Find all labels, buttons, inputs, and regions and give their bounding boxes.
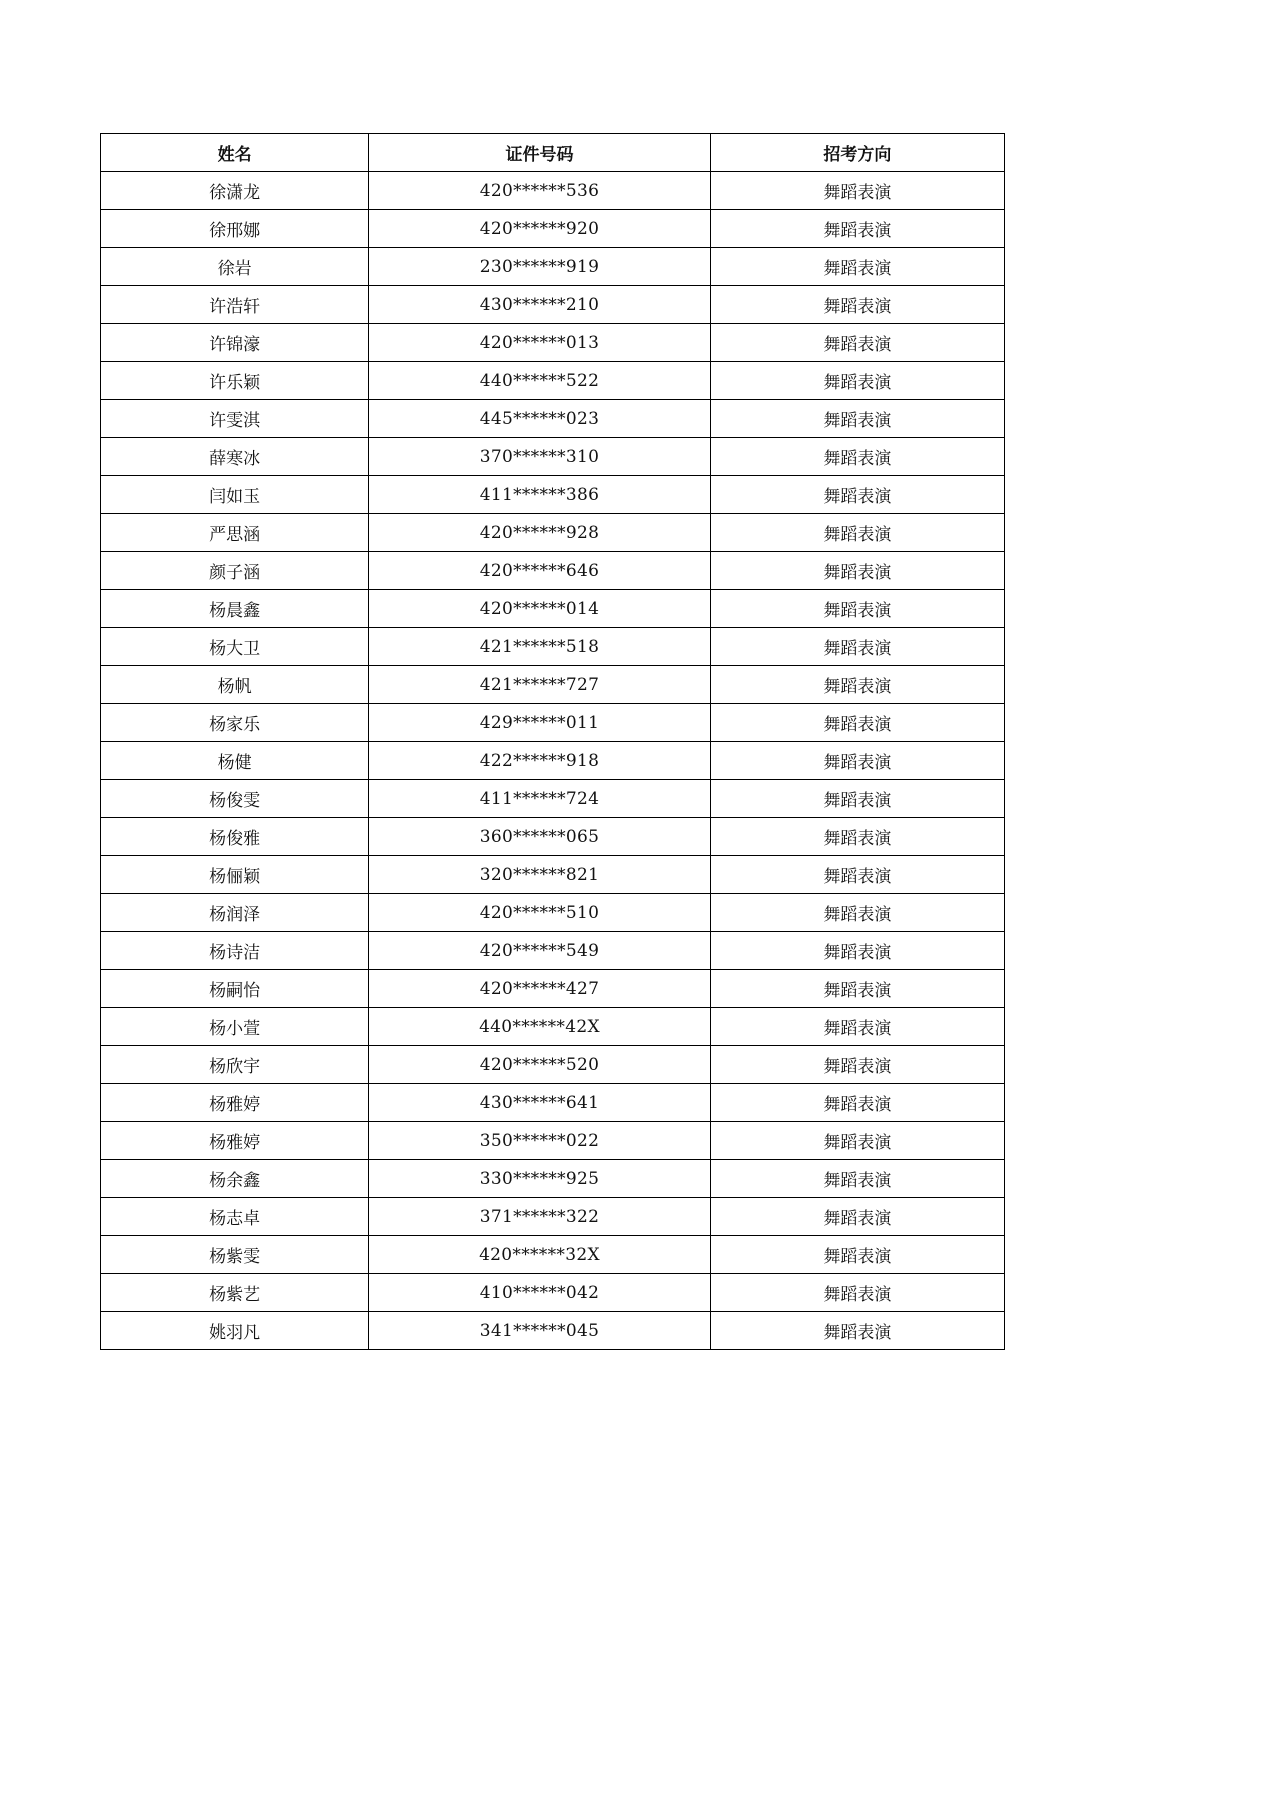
id-number-cell: 429******011 [369, 704, 710, 742]
id-number-cell: 371******322 [369, 1198, 710, 1236]
name-cell: 杨余鑫 [101, 1160, 369, 1198]
direction-cell: 舞蹈表演 [710, 780, 1004, 818]
id-number-cell: 330******925 [369, 1160, 710, 1198]
direction-cell: 舞蹈表演 [710, 856, 1004, 894]
table-row [101, 742, 1005, 780]
table-row [101, 704, 1005, 742]
name-cell: 杨晨鑫 [101, 590, 369, 628]
id-number-cell: 420******536 [369, 172, 710, 210]
id-number-cell: 422******918 [369, 742, 710, 780]
candidate-table [100, 133, 1005, 1350]
direction-cell: 舞蹈表演 [710, 1046, 1004, 1084]
table-row [101, 1008, 1005, 1046]
id-number-cell: 440******42X [369, 1008, 710, 1046]
table-row [101, 1312, 1005, 1350]
direction-cell: 舞蹈表演 [710, 286, 1004, 324]
header-name: 姓名 [101, 134, 369, 172]
direction-cell: 舞蹈表演 [710, 438, 1004, 476]
direction-cell: 舞蹈表演 [710, 1236, 1004, 1274]
name-cell: 姚羽凡 [101, 1312, 369, 1350]
name-cell: 杨志卓 [101, 1198, 369, 1236]
name-cell: 杨雅婷 [101, 1122, 369, 1160]
id-number-cell: 420******427 [369, 970, 710, 1008]
table-row [101, 1160, 1005, 1198]
id-number-cell: 420******928 [369, 514, 710, 552]
table-row [101, 1084, 1005, 1122]
name-cell: 杨健 [101, 742, 369, 780]
name-cell: 徐邢娜 [101, 210, 369, 248]
table-row [101, 894, 1005, 932]
direction-cell: 舞蹈表演 [710, 818, 1004, 856]
name-cell: 许锦濠 [101, 324, 369, 362]
table-row [101, 666, 1005, 704]
name-cell: 杨俊雯 [101, 780, 369, 818]
id-number-cell: 420******646 [369, 552, 710, 590]
id-number-cell: 230******919 [369, 248, 710, 286]
name-cell: 徐岩 [101, 248, 369, 286]
name-cell: 颜子涵 [101, 552, 369, 590]
table-row [101, 1236, 1005, 1274]
table-row [101, 438, 1005, 476]
direction-cell: 舞蹈表演 [710, 590, 1004, 628]
table-row [101, 514, 1005, 552]
id-number-cell: 421******518 [369, 628, 710, 666]
direction-cell: 舞蹈表演 [710, 1122, 1004, 1160]
header-direction: 招考方向 [710, 134, 1004, 172]
id-number-cell: 411******386 [369, 476, 710, 514]
direction-cell: 舞蹈表演 [710, 666, 1004, 704]
name-cell: 杨大卫 [101, 628, 369, 666]
id-number-cell: 421******727 [369, 666, 710, 704]
id-number-cell: 411******724 [369, 780, 710, 818]
table-row [101, 856, 1005, 894]
name-cell: 杨雅婷 [101, 1084, 369, 1122]
id-number-cell: 440******522 [369, 362, 710, 400]
table-row [101, 970, 1005, 1008]
table-row [101, 590, 1005, 628]
direction-cell: 舞蹈表演 [710, 1084, 1004, 1122]
name-cell: 杨紫雯 [101, 1236, 369, 1274]
id-number-cell: 320******821 [369, 856, 710, 894]
direction-cell: 舞蹈表演 [710, 324, 1004, 362]
id-number-cell: 420******920 [369, 210, 710, 248]
name-cell: 杨诗洁 [101, 932, 369, 970]
table-row [101, 362, 1005, 400]
id-number-cell: 420******32X [369, 1236, 710, 1274]
direction-cell: 舞蹈表演 [710, 894, 1004, 932]
id-number-cell: 445******023 [369, 400, 710, 438]
name-cell: 杨俪颖 [101, 856, 369, 894]
id-number-cell: 350******022 [369, 1122, 710, 1160]
direction-cell: 舞蹈表演 [710, 362, 1004, 400]
name-cell: 杨小萱 [101, 1008, 369, 1046]
direction-cell: 舞蹈表演 [710, 1160, 1004, 1198]
id-number-cell: 420******520 [369, 1046, 710, 1084]
name-cell: 闫如玉 [101, 476, 369, 514]
id-number-cell: 430******210 [369, 286, 710, 324]
name-cell: 杨家乐 [101, 704, 369, 742]
name-cell: 薛寒冰 [101, 438, 369, 476]
id-number-cell: 341******045 [369, 1312, 710, 1350]
direction-cell: 舞蹈表演 [710, 704, 1004, 742]
name-cell: 杨嗣怡 [101, 970, 369, 1008]
id-number-cell: 420******014 [369, 590, 710, 628]
table-row [101, 324, 1005, 362]
direction-cell: 舞蹈表演 [710, 514, 1004, 552]
table-row [101, 1198, 1005, 1236]
table-row [101, 286, 1005, 324]
direction-cell: 舞蹈表演 [710, 172, 1004, 210]
direction-cell: 舞蹈表演 [710, 932, 1004, 970]
table-row [101, 1122, 1005, 1160]
table-row [101, 210, 1005, 248]
name-cell: 徐潇龙 [101, 172, 369, 210]
name-cell: 杨欣宇 [101, 1046, 369, 1084]
id-number-cell: 370******310 [369, 438, 710, 476]
direction-cell: 舞蹈表演 [710, 1312, 1004, 1350]
direction-cell: 舞蹈表演 [710, 970, 1004, 1008]
name-cell: 严思涵 [101, 514, 369, 552]
direction-cell: 舞蹈表演 [710, 742, 1004, 780]
table-row [101, 628, 1005, 666]
direction-cell: 舞蹈表演 [710, 1274, 1004, 1312]
direction-cell: 舞蹈表演 [710, 628, 1004, 666]
name-cell: 许雯淇 [101, 400, 369, 438]
table-row [101, 552, 1005, 590]
direction-cell: 舞蹈表演 [710, 476, 1004, 514]
id-number-cell: 420******549 [369, 932, 710, 970]
id-number-cell: 420******013 [369, 324, 710, 362]
direction-cell: 舞蹈表演 [710, 1198, 1004, 1236]
table-header-row [101, 134, 1005, 172]
table-row [101, 400, 1005, 438]
direction-cell: 舞蹈表演 [710, 248, 1004, 286]
table-row [101, 1046, 1005, 1084]
table-row [101, 818, 1005, 856]
table-row [101, 476, 1005, 514]
name-cell: 许乐颖 [101, 362, 369, 400]
name-cell: 杨紫艺 [101, 1274, 369, 1312]
name-cell: 杨俊雅 [101, 818, 369, 856]
id-number-cell: 410******042 [369, 1274, 710, 1312]
direction-cell: 舞蹈表演 [710, 210, 1004, 248]
table-row [101, 780, 1005, 818]
id-number-cell: 430******641 [369, 1084, 710, 1122]
direction-cell: 舞蹈表演 [710, 552, 1004, 590]
table-row [101, 1274, 1005, 1312]
name-cell: 杨帆 [101, 666, 369, 704]
id-number-cell: 360******065 [369, 818, 710, 856]
table-row [101, 172, 1005, 210]
table-row [101, 932, 1005, 970]
direction-cell: 舞蹈表演 [710, 1008, 1004, 1046]
table-row [101, 248, 1005, 286]
name-cell: 许浩轩 [101, 286, 369, 324]
header-id-number: 证件号码 [369, 134, 710, 172]
name-cell: 杨润泽 [101, 894, 369, 932]
id-number-cell: 420******510 [369, 894, 710, 932]
direction-cell: 舞蹈表演 [710, 400, 1004, 438]
